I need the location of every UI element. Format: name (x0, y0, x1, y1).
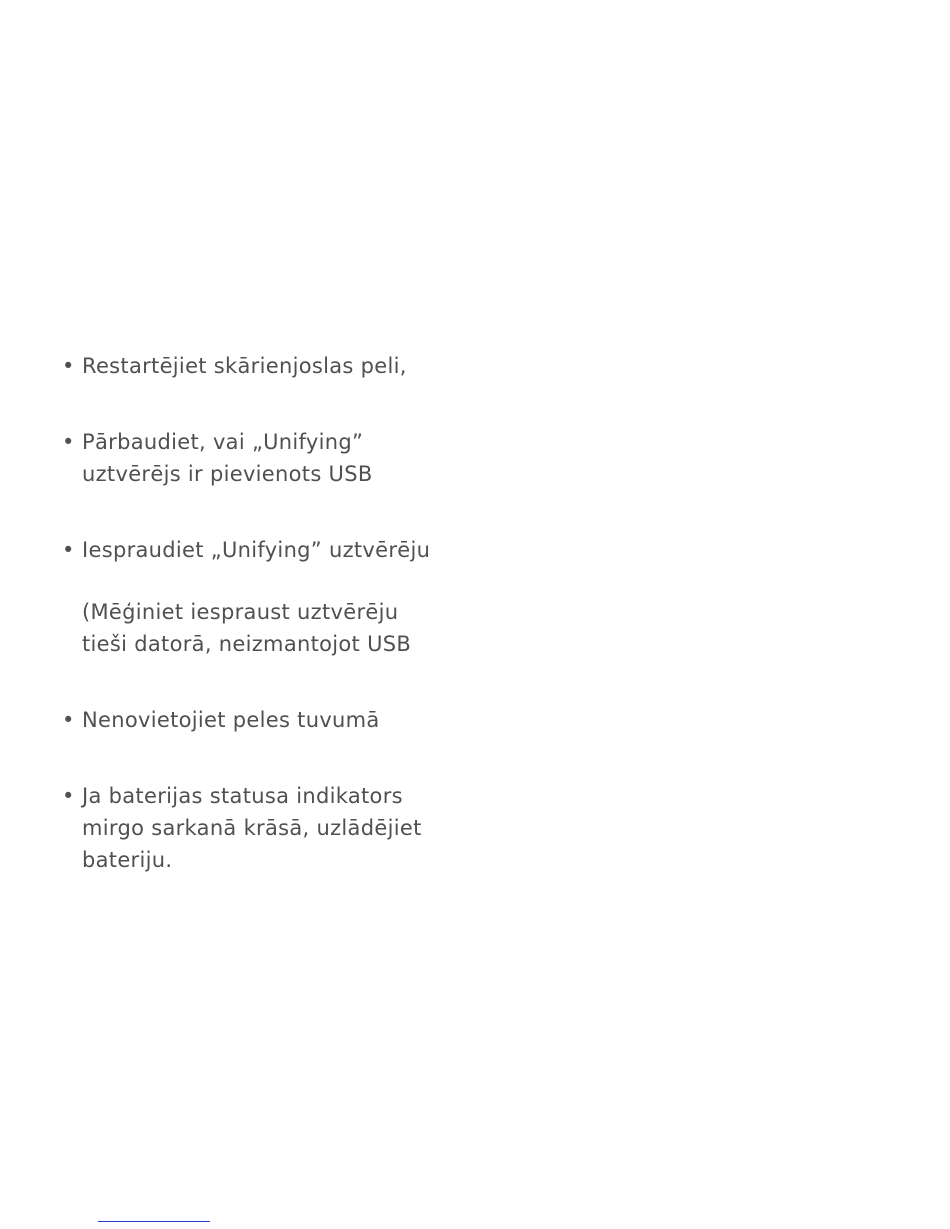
note-text: tieši datorā, neizmantojot USB (82, 632, 412, 656)
troubleshooting-list (62, 350, 482, 876)
note-text: (Mēģiniet iespraust uztvērēju (82, 600, 399, 624)
bullet-marker: • (62, 354, 75, 378)
bullet-marker: • (62, 538, 75, 562)
list-item-text: Restartējiet skārienjoslas peli, (82, 354, 407, 378)
list-item-battery (62, 780, 482, 876)
list-item-restart-mouse (62, 350, 482, 382)
list-item-plug-receiver (62, 534, 482, 566)
list-item-check-receiver (62, 426, 482, 490)
receiver-note (62, 596, 482, 660)
list-item-text: bateriju. (82, 848, 173, 872)
list-item-placement (62, 704, 482, 736)
list-item-text: mirgo sarkanā krāsā, uzlādējiet (82, 816, 422, 840)
footer-divider (98, 1221, 210, 1222)
bullet-marker: • (62, 430, 75, 454)
list-item-text: Iespraudiet „Unifying” uztvērēju (82, 538, 431, 562)
bullet-marker: • (62, 708, 75, 732)
list-item-text: Nenovietojiet peles tuvumā (82, 708, 380, 732)
list-item-text: Pārbaudiet, vai „Unifying” (82, 430, 364, 454)
bullet-marker: • (62, 784, 75, 808)
list-item-text: Ja baterijas statusa indikators (82, 784, 403, 808)
list-item-text: uztvērējs ir pievienots USB (82, 462, 373, 486)
